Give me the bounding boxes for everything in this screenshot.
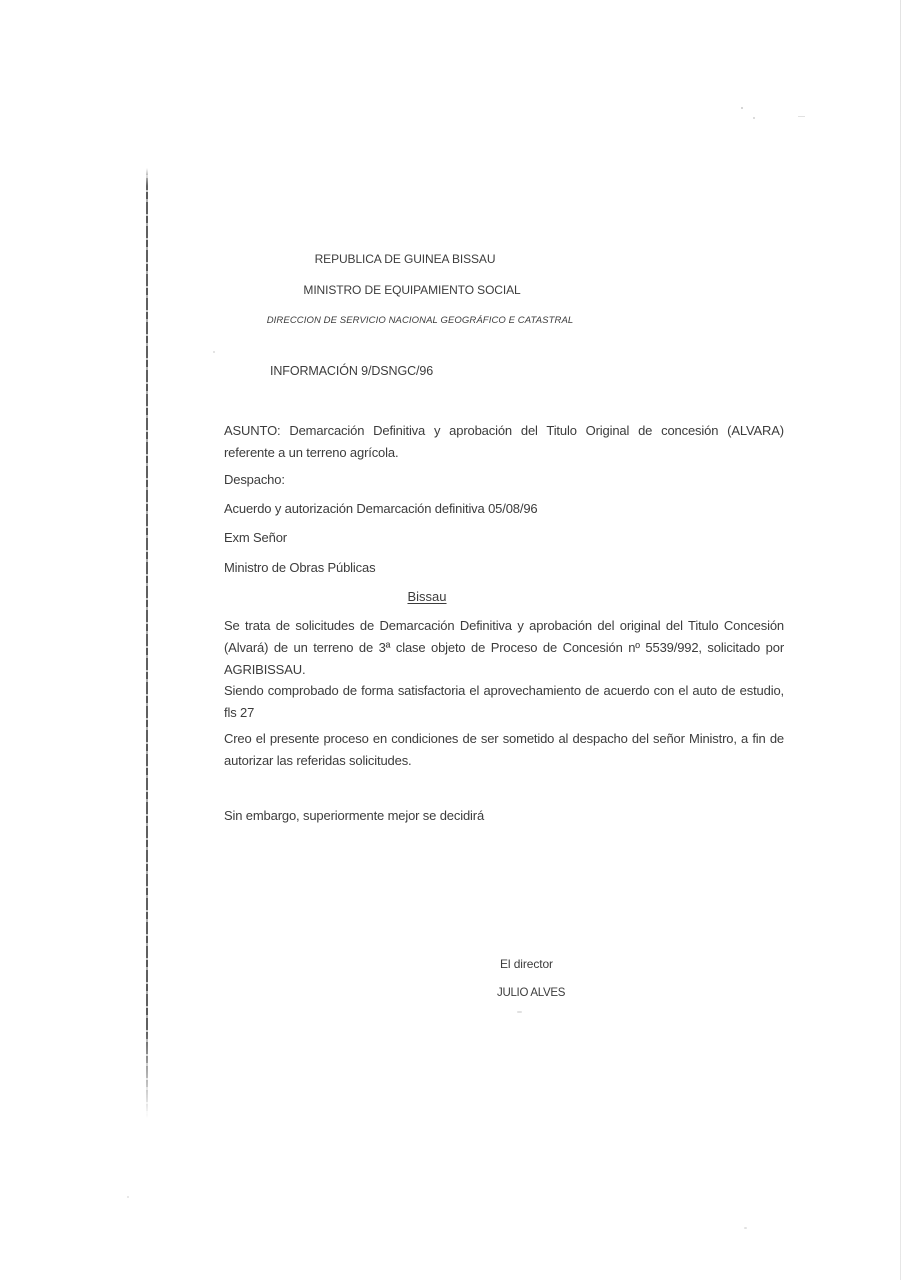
scan-speck: [798, 116, 805, 117]
scan-speck: [741, 107, 743, 109]
body-paragraph-1: Se trata de solicitudes de Demarcación Definitiva y aprobación del original del Titulo Concesión (Alvará) de un terreno de 3ª clase objeto de Proceso de Concesión nº 5539/992, solicitado por AGRIBISSAU.: [224, 618, 784, 677]
letterhead-ministry: MINISTRO DE EQUIPAMIENTO SOCIAL: [303, 283, 521, 297]
fold-crease-line: [146, 168, 148, 1118]
addressee-salutation: Exm Señor: [224, 530, 287, 545]
place-name: Bissau: [407, 589, 447, 604]
addressee-title: Ministro de Obras Públicas: [224, 560, 376, 575]
reference-number: INFORMACIÓN 9/DSNGC/96: [270, 364, 434, 378]
body-paragraph-2: Siendo comprobado de forma satisfactoria el aprovechamiento de acuerdo con el auto de estudio, fls 27: [224, 683, 784, 720]
page-edge-shadow: [900, 0, 902, 1280]
subject-paragraph: ASUNTO: Demarcación Definitiva y aprobación del Titulo Original de concesión (ALVARA) referente a un terreno agrícola.: [224, 423, 784, 460]
place-line: [224, 586, 630, 608]
scan-speck: [744, 1227, 747, 1229]
signature-name: JULIO ALVES: [497, 987, 566, 999]
signature-role: El director: [500, 957, 553, 971]
body-paragraph-3: Creo el presente proceso en condiciones de ser sometido al despacho del señor Ministro, a fin de autorizar las referidas solicitudes.: [224, 731, 784, 768]
despacho-label: Despacho:: [224, 472, 285, 487]
scan-speck: [517, 1011, 522, 1013]
closing-line: Sin embargo, superiormente mejor se decidirá: [224, 808, 485, 823]
letterhead-republic: REPUBLICA DE GUINEA BISSAU: [314, 252, 496, 266]
letterhead-direction: DIRECCION DE SERVICIO NACIONAL GEOGRÁFICO E CATASTRAL: [266, 315, 574, 326]
scan-speck: [753, 117, 755, 119]
scan-speck: [127, 1196, 129, 1198]
agreement-line: Acuerdo y autorización Demarcación definitiva 05/08/96: [224, 501, 538, 516]
scan-speck: [213, 351, 215, 353]
